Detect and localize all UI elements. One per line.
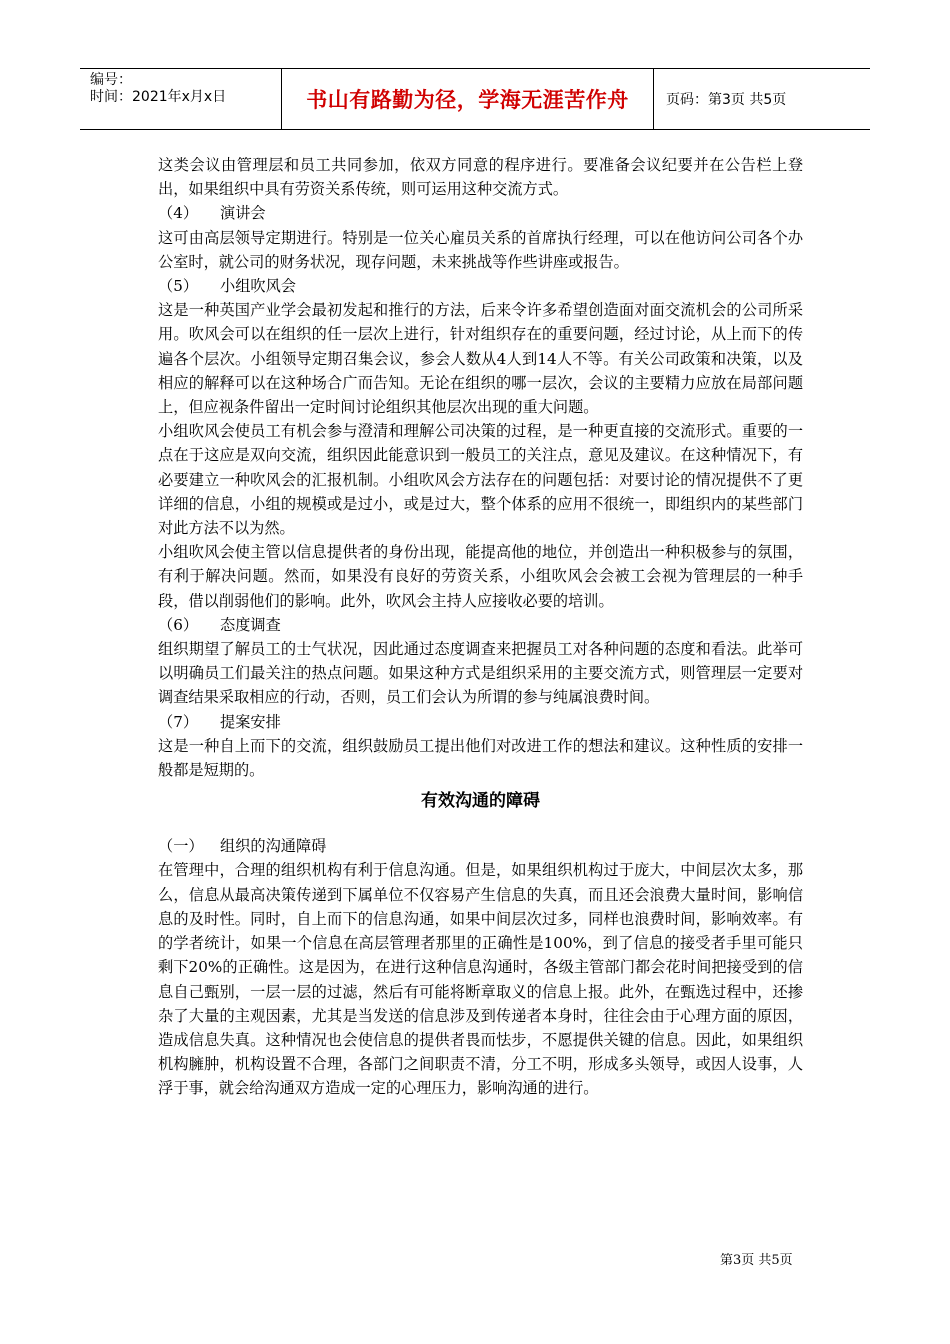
section-heading: 有效沟通的障碍 — [421, 791, 540, 812]
header-info — [80, 69, 282, 129]
page-footer: 第3页 共5页 — [720, 1253, 793, 1268]
item-title: 演讲会 — [220, 204, 266, 223]
paragraph-attitude-survey: 组织期望了解员工的士气状况，因此通过态度调查来把握员工对各种问题的态度和看法。此举可以明确员工们最关注的热点问题。如果这种方式是组织采用的主要交流方式，则管理层一定要对调查结果采取相应的行动，否则，员工们会认为所谓的参与纯属浪费时间。 — [158, 640, 803, 707]
item-proposal — [158, 710, 803, 734]
item-org-barrier — [158, 834, 803, 858]
header-page-number: 页码：第3页 共5页 — [666, 92, 787, 108]
item-title: 提案安排 — [220, 712, 281, 731]
item-number: （一） — [158, 837, 204, 856]
date-label: 时间：2021年x月x日 — [90, 89, 227, 105]
item-briefing — [158, 274, 803, 298]
number-label: 编号： — [90, 72, 132, 88]
item-number: （6） — [158, 615, 199, 634]
item-attitude-survey — [158, 613, 803, 637]
item-speech — [158, 201, 803, 225]
item-title: 小组吹风会 — [220, 277, 296, 296]
paragraph-briefing-1: 这是一种英国产业学会最初发起和推行的方法，后来令许多希望创造面对面交流机会的公司所采用。吹风会可以在组织的任一层次上进行，针对组织存在的重要问题，经过讨论，从上而下的传遍各个层次。小组领导定期召集会议，参会人数从4人到14人不等。有关公司政策和决策，以及相应的解释可以在这种场合广而告知。无论在组织的哪一层次，会议的主要精力应放在局部问题上，但应视条件留出一定时间讨论组织其他层次出现的重大问题。 — [158, 301, 803, 417]
item-number: （5） — [158, 277, 199, 296]
paragraph-speech: 这可由高层领导定期进行。特别是一位关心雇员关系的首席执行经理，可以在他访问公司各个办公室时，就公司的财务状况，现存问题，未来挑战等作些讲座或报告。 — [158, 228, 803, 271]
paragraph-briefing-3: 小组吹风会使主管以信息提供者的身份出现，能提高他的地位，并创造出一种积极参与的氛围，有利于解决问题。然而，如果没有良好的劳资关系，小组吹风会会被工会视为管理层的一种手段，借以削弱他们的影响。此外，吹风会主持人应接收必要的培训。 — [158, 543, 803, 610]
paragraph-org-barrier: 在管理中，合理的组织机构有利于信息沟通。但是，如果组织机构过于庞大，中间层次太多，那么，信息从最高决策传递到下属单位不仅容易产生信息的失真，而且还会浪费大量时间，影响信息的及时性。同时，自上而下的信息沟通，如果中间层次过多，同样也浪费时间，影响效率。有的学者统计，如果一个信息在高层管理者那里的正确性是100%，到了信息的接受者手里可能只剩下20%的正确性。这是因为，在进行这种信息沟通时，各级主管部门都会花时间把接受到的信息自己甄别，一层一层的过滤，然后有可能将断章取义的信息上报。此外，在甄选过程中，还掺杂了大量的主观因素，尤其是当发送的信息涉及到传递者本身时，往往会由于心理方面的原因，造成信息失真。这种情况也会使信息的提供者畏而怯步，不愿提供关键的信息。因此，如果组织机构臃肿，机构设置不合理，各部门之间职责不清，分工不明，形成多头领导，或因人设事，人浮于事，就会给沟通双方造成一定的心理压力，影响沟通的进行。 — [158, 861, 803, 1098]
item-number: （7） — [158, 712, 199, 731]
paragraph-proposal: 这是一种自上而下的交流，组织鼓励员工提出他们对改进工作的想法和建议。这种性质的安排一般都是短期的。 — [158, 736, 803, 780]
header-motto: 书山有路勤为径，学海无涯苦作舟 — [282, 69, 654, 129]
item-number: （4） — [158, 204, 199, 223]
item-title: 组织的沟通障碍 — [220, 837, 327, 856]
item-title: 态度调查 — [220, 615, 281, 634]
document-body — [158, 153, 803, 1101]
paragraph-meeting: 这类会议由管理层和员工共同参加，依双方同意的程序进行。要准备会议纪要并在公告栏上登出，如果组织中具有劳资关系传统，则可运用这种交流方式。 — [158, 156, 803, 199]
page-header — [80, 68, 870, 130]
paragraph-briefing-2: 小组吹风会使员工有机会参与澄清和理解公司决策的过程，是一种更直接的交流形式。重要的一点在于这应是双向交流，组织因此能意识到一般员工的关注点，意见及建议。在这种情况下，有必要建立一种吹风会的汇报机制。小组吹风会方法存在的问题包括：对要讨论的情况提供不了更详细的信息，小组的规模或是过小，或是过大，整个体系的应用不很统一，即组织内的某些部门对此方法不以为然。 — [158, 422, 803, 538]
